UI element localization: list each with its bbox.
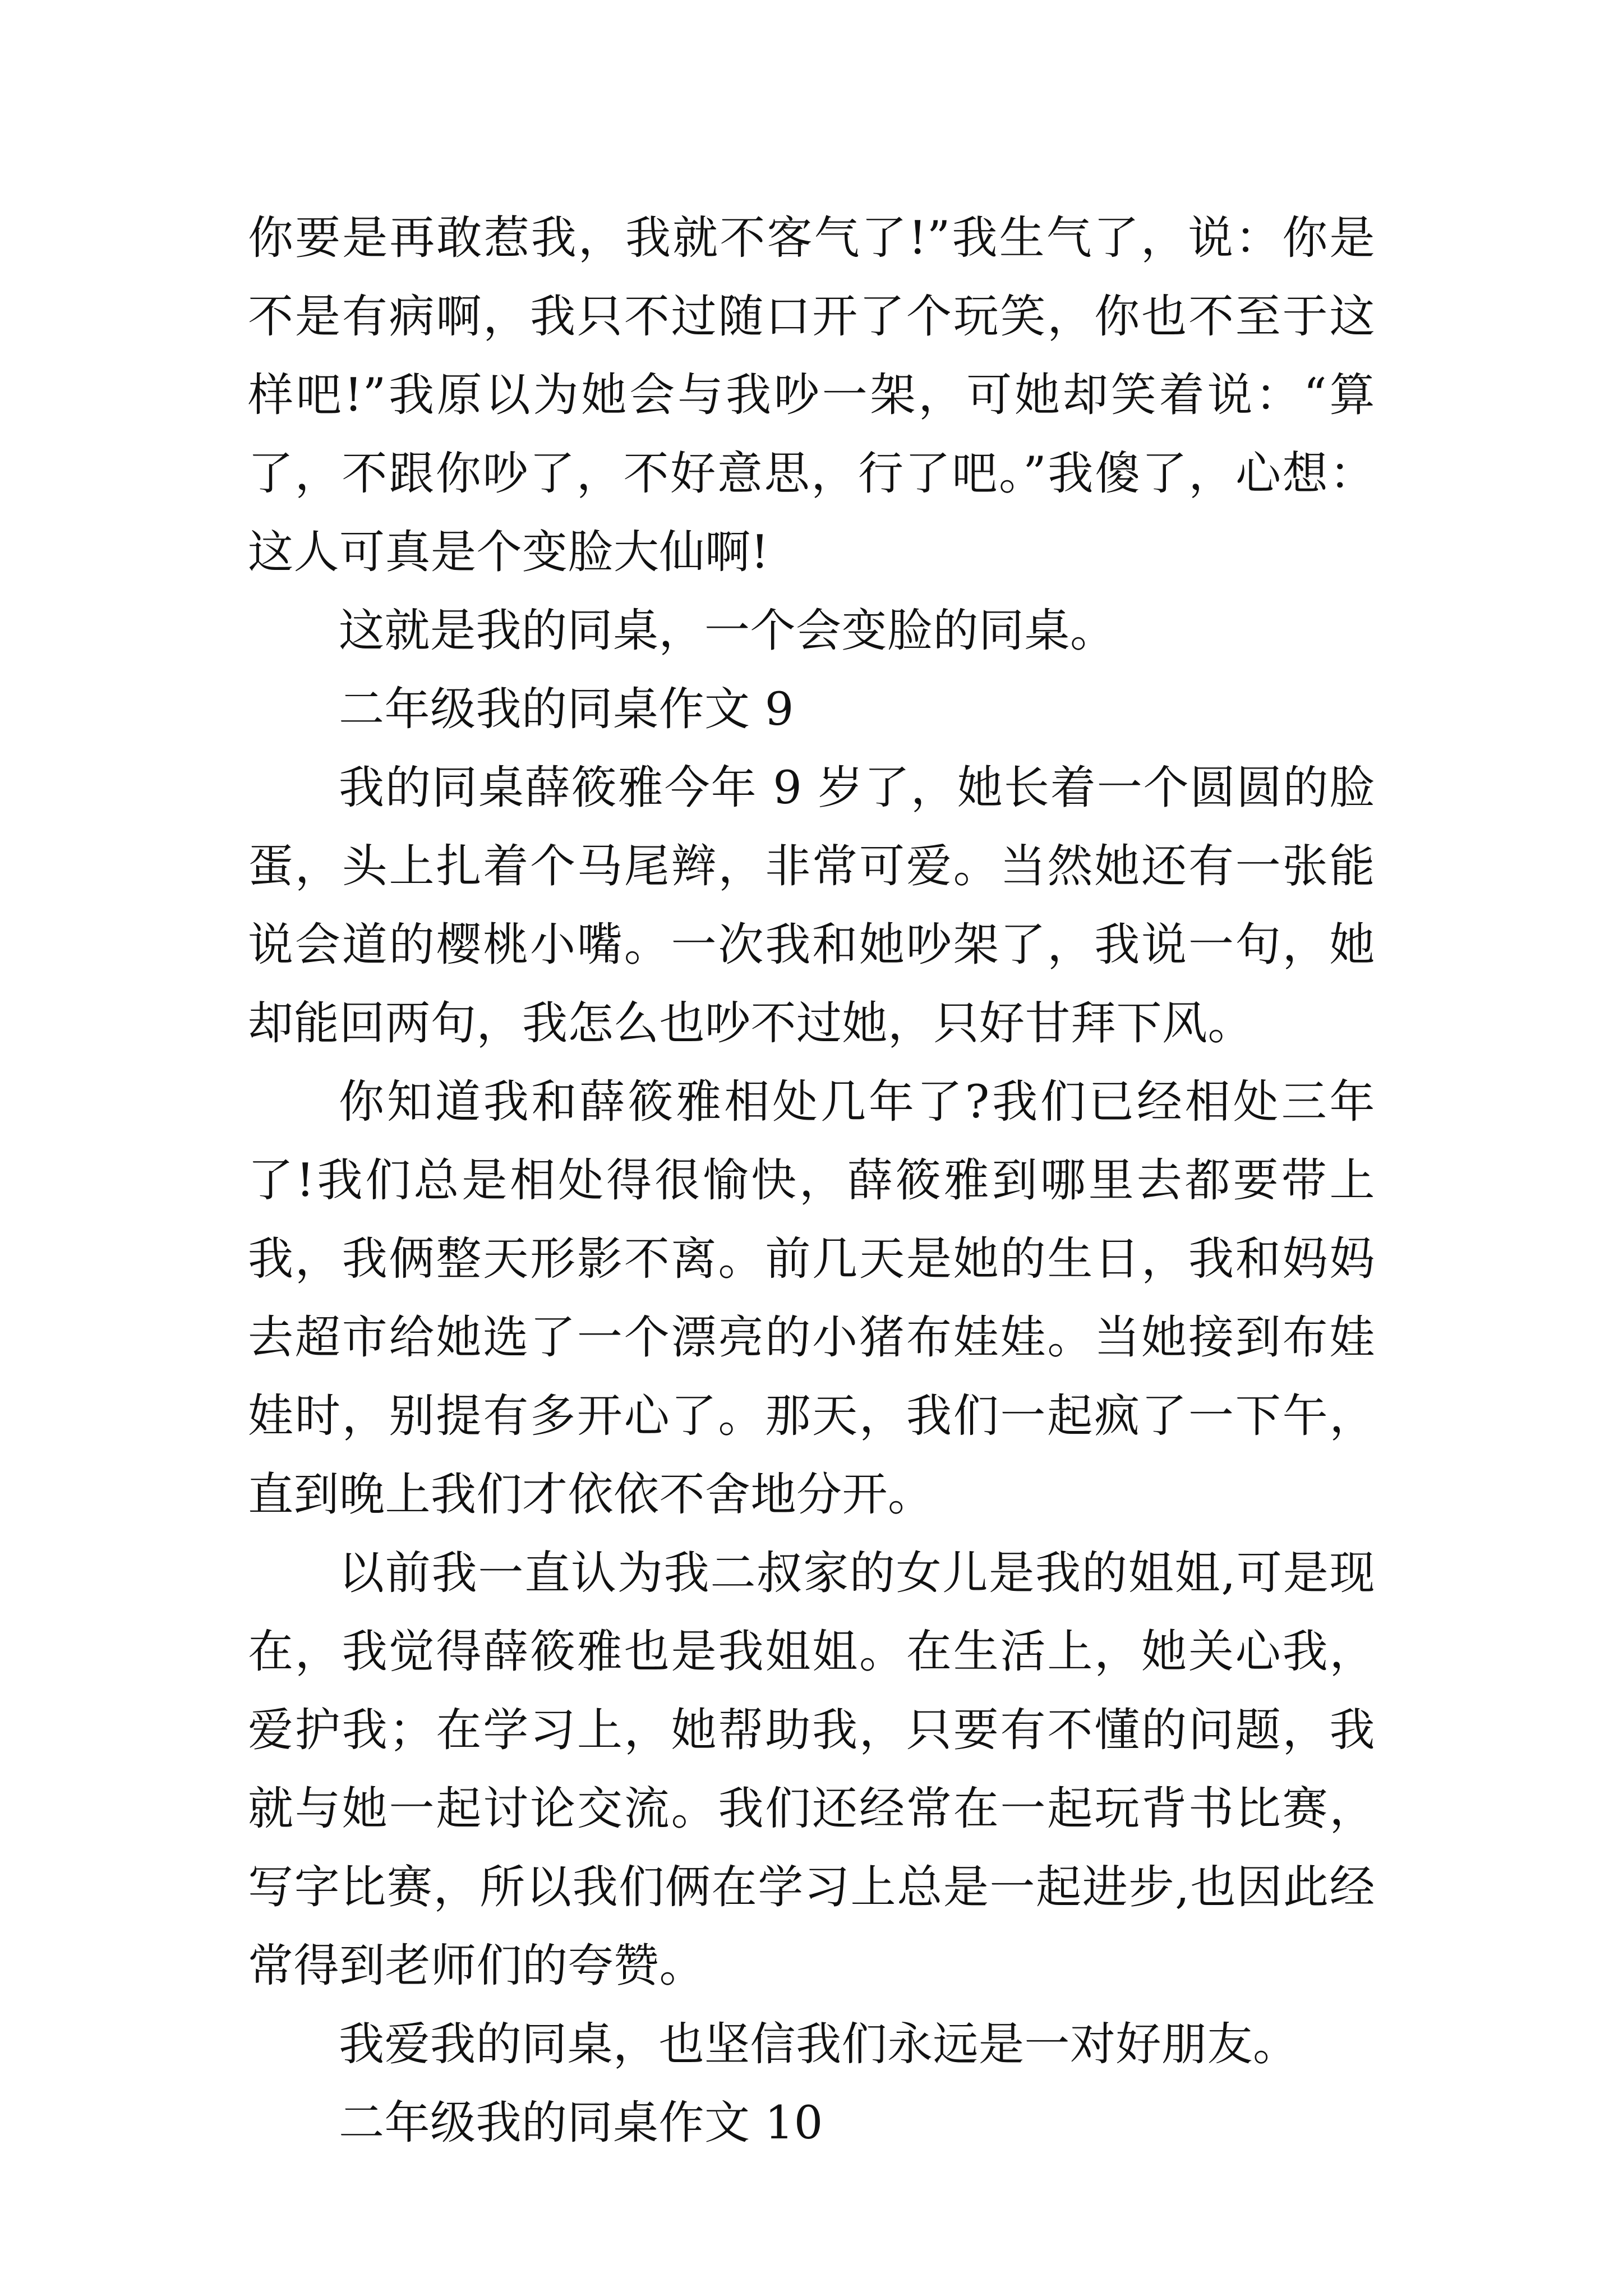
document-body	[248, 199, 1375, 2162]
paragraph-closing: 我爱我的同桌，也坚信我们永远是一对好朋友。	[339, 2018, 1299, 2071]
paragraph-sister: 以前我一直认为我二叔家的女儿是我的姐姐,可是现在，我觉得薛筱雅也是我姐姐。在生活上，她关心我，爱护我；在学习上，她帮助我，只要有不懂的问题，我就与她一起讨论交流。我们还经常在一起玩背书比赛，写字比赛，所以我们俩在学习上总是一起进步,也因此经常得到老师们的夸赞。	[248, 1547, 1375, 1993]
essay-heading-10: 二年级我的同桌作文 10	[339, 2097, 823, 2150]
paragraph-continued: 你要是再敢惹我，我就不客气了!”我生气了，说：你是不是有病啊，我只不过随口开了个玩笑，你也不至于这样吧!”我原以为她会与我吵一架，可她却笑着说：“算了，不跟你吵了，不好意思，行了吧。”我傻了，心想：这人可真是个变脸大仙啊!	[248, 212, 1375, 579]
paragraph-friendship: 你知道我和薛筱雅相处几年了?我们已经相处三年了!我们总是相处得很愉快，薛筱雅到哪里去都要带上我，我俩整天形影不离。前几天是她的生日，我和妈妈去超市给她选了一个漂亮的小猪布娃娃。当她接到布娃娃时，别提有多开心了。那天，我们一起疯了一下午，直到晚上我们才依依不舍地分开。	[248, 1076, 1375, 1521]
paragraph-conclusion: 这就是我的同桌，一个会变脸的同桌。	[339, 605, 1116, 657]
essay-heading-9: 二年级我的同桌作文 9	[339, 683, 794, 736]
paragraph-intro: 我的同桌薛筱雅今年 9 岁了，她长着一个圆圆的脸蛋，头上扎着个马尾辫，非常可爱。当然她还有一张能说会道的樱桃小嘴。一次我和她吵架了，我说一句，她却能回两句，我怎么也吵不过她，只好甘拜下风。	[248, 762, 1375, 1050]
